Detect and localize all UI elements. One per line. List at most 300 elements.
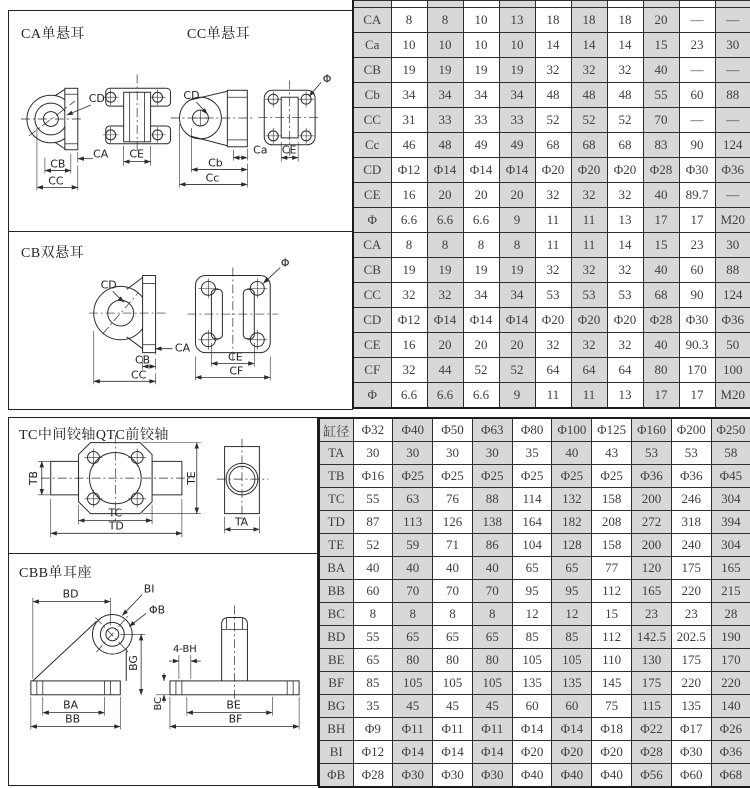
value-cell: 90 [679,283,715,308]
value-cell: 18 [571,8,607,33]
value-cell: Φ20 [571,308,607,333]
table-row [353,308,750,333]
value-cell: Φ32 [353,418,393,442]
dim-label-ca-lower: Ca [253,143,268,157]
value-cell: 20 [463,183,499,208]
value-cell: 170 [711,649,750,672]
value-cell: Φ12 [391,158,427,183]
dim-label-tb: TB [26,471,40,486]
dim-label-bi: BI [143,582,155,596]
value-cell: 40 [552,442,592,465]
value-cell: 14 [607,233,643,258]
value-cell: 112 [592,580,632,603]
value-cell: 105 [512,649,552,672]
panel-ca-cc-lug [8,10,353,233]
dim-label-phi: Φ [280,256,290,270]
value-cell: 40 [643,333,679,358]
value-cell: 32 [607,183,643,208]
value-cell: Φ12 [353,741,393,764]
value-cell: 130 [632,649,672,672]
dim-label-ce: CE [228,350,243,364]
drawing-ca-cc [9,11,353,232]
table-row [353,83,750,108]
value-cell: 64 [607,358,643,383]
row-label: CF [353,358,391,383]
value-cell: 53 [571,283,607,308]
value-cell: 32 [607,333,643,358]
value-cell: 11 [571,233,607,258]
value-cell: 16 [391,333,427,358]
value-cell: 138 [472,511,512,534]
value-cell: 12 [512,603,552,626]
dim-label-cc: CC [130,368,147,382]
value-cell: Φ20 [552,741,592,764]
dim-label-bg: BG [127,655,141,671]
value-cell: 33 [427,108,463,133]
value-cell: 32 [571,183,607,208]
row-label: CD [353,308,391,333]
value-cell: Φ14 [499,308,535,333]
value-cell: 45 [393,695,433,718]
value-cell: 6.6 [463,208,499,233]
value-cell: 88 [715,83,750,108]
dim-label-be: BE [226,698,241,712]
value-cell: 32 [535,183,571,208]
value-cell: 48 [607,83,643,108]
value-cell: 8 [499,233,535,258]
value-cell: 10 [427,33,463,58]
value-cell: Φ30 [472,764,512,788]
value-cell: 65 [433,626,473,649]
value-cell: Φ28 [643,308,679,333]
value-cell: Φ14 [499,158,535,183]
value-cell: 220 [711,672,750,695]
dim-label-bb: BB [65,712,81,726]
value-cell: 8 [391,233,427,258]
value-cell: 6.6 [427,208,463,233]
dim-label-tc: TC [108,506,123,520]
value-cell: Φ63 [472,418,512,442]
table-row [319,764,750,788]
panel-title-cc: CC单悬耳 [187,27,251,42]
dim-label-bd: BD [62,587,79,601]
value-cell: 15 [592,603,632,626]
value-cell: 394 [711,511,750,534]
dim-label-ca: CA [174,341,191,355]
value-cell: 113 [393,511,433,534]
value-cell: 16 [391,183,427,208]
cbb-front-view [153,606,299,730]
value-cell: 53 [535,283,571,308]
value-cell: 30 [393,442,433,465]
value-cell: 11 [571,208,607,233]
table-row [353,108,750,133]
value-cell: 30 [472,442,512,465]
value-cell: 60 [353,580,393,603]
value-cell: 40 [643,258,679,283]
value-cell: 80 [472,649,512,672]
value-cell: Φ30 [393,764,433,788]
row-label: CA [353,8,391,33]
value-cell: Φ25 [393,465,433,488]
dim-label-cd: CD [100,278,117,292]
panel-title-tc: TC中间铰轴QTC前铰轴 [19,428,169,443]
value-cell: 246 [671,488,711,511]
value-cell: Φ14 [552,718,592,741]
value-cell: 32 [535,258,571,283]
value-cell: Φ14 [463,308,499,333]
value-cell: 9 [499,208,535,233]
value-cell: 14 [571,33,607,58]
table-row [319,649,750,672]
value-cell: 52 [463,358,499,383]
value-cell: Φ25 [472,465,512,488]
value-cell: 17 [643,208,679,233]
value-cell: Φ40 [393,418,433,442]
value-cell: — [715,108,750,133]
dim-label-cd: CD [88,92,105,106]
value-cell: 20 [463,333,499,358]
value-cell: 20 [643,8,679,33]
value-cell: 55 [353,626,393,649]
value-cell: 110 [592,649,632,672]
value-cell: 175 [671,649,711,672]
value-cell: 17 [679,383,715,409]
value-cell: 40 [643,58,679,83]
value-cell: — [679,8,715,33]
value-cell: Φ36 [671,465,711,488]
value-cell: 115 [632,695,672,718]
value-cell: 19 [427,258,463,283]
value-cell: 85 [552,626,592,649]
dim-label-cc: CC [48,174,64,188]
table-row [353,158,750,183]
panel-cb-double-lug [8,231,353,410]
value-cell: 124 [715,283,750,308]
cb-side-view [89,276,191,385]
value-cell: 95 [512,580,552,603]
value-cell: 95 [552,580,592,603]
value-cell: 12 [552,603,592,626]
value-cell: Φ25 [433,465,473,488]
value-cell: 11 [535,383,571,409]
value-cell: 88 [715,258,750,283]
table-row [353,208,750,233]
value-cell: 52 [499,358,535,383]
value-cell: 240 [671,534,711,557]
table-row [319,465,750,488]
value-cell: 105 [393,672,433,695]
value-cell: 124 [715,133,750,158]
value-cell: 35 [353,695,393,718]
value-cell: 52 [535,108,571,133]
table-row [319,442,750,465]
value-cell: Φ36 [715,158,750,183]
value-cell: 30 [353,442,393,465]
value-cell: Φ36 [711,741,750,764]
table-row [353,283,750,308]
value-cell: 10 [391,33,427,58]
value-cell: 65 [353,649,393,672]
value-cell: 89.7 [679,183,715,208]
value-cell: Φ50 [433,418,473,442]
value-cell: Φ20 [512,741,552,764]
table-row [353,358,750,383]
dim-label-ce: CE [281,143,297,157]
value-cell: 19 [499,58,535,83]
value-cell: Φ25 [512,465,552,488]
value-cell: Φ100 [552,418,592,442]
row-label: CE [353,183,391,208]
value-cell: 45 [472,695,512,718]
row-label: Cb [353,83,391,108]
value-cell: 6.6 [463,383,499,409]
value-cell: 68 [571,133,607,158]
value-cell: 33 [499,108,535,133]
value-cell: 34 [499,283,535,308]
cc-front-view [258,72,331,161]
value-cell: 15 [643,233,679,258]
dim-label-cb-lower: Cb [208,156,223,170]
table-row [353,383,750,409]
value-cell: 175 [671,557,711,580]
value-cell: 71 [433,534,473,557]
value-cell: 34 [499,83,535,108]
row-label: TA [319,442,353,465]
value-cell: 60 [552,695,592,718]
value-cell: 8 [463,233,499,258]
value-cell: Φ56 [632,764,672,788]
dim-label-ta: TA [234,515,249,529]
panel-title-cbb: CBB单耳座 [19,566,93,581]
cbb-side-view [31,583,165,730]
value-cell: M20 [715,383,750,409]
table-row [319,741,750,764]
table-row [319,557,750,580]
row-label: BE [319,649,353,672]
row-label: TB [319,465,353,488]
value-cell: 19 [391,58,427,83]
table-row [319,534,750,557]
value-cell: 20 [427,183,463,208]
value-cell: — [715,58,750,83]
table-row [319,603,750,626]
value-cell: 55 [353,488,393,511]
dim-label-td: TD [108,519,124,533]
value-cell: 208 [592,511,632,534]
value-cell: Φ45 [711,465,750,488]
row-label: Ca [353,33,391,58]
value-cell: 85 [512,626,552,649]
dim-label-bf: BF [228,712,243,726]
value-cell: 85 [353,672,393,695]
row-label: BG [319,695,353,718]
dimension-table-bottom [318,417,750,788]
value-cell: 128 [552,534,592,557]
value-cell: 19 [463,58,499,83]
value-cell: 53 [607,283,643,308]
value-cell: 100 [715,358,750,383]
value-cell: 40 [433,557,473,580]
value-cell: 76 [433,488,473,511]
value-cell: Φ25 [552,465,592,488]
value-cell: — [679,108,715,133]
value-cell: 105 [433,672,473,695]
value-cell: 8 [353,603,393,626]
row-label: Φ [353,208,391,233]
value-cell: — [679,58,715,83]
value-cell: 59 [393,534,433,557]
value-cell: Φ11 [393,718,433,741]
value-cell: 318 [671,511,711,534]
value-cell: Φ68 [711,764,750,788]
value-cell: Φ11 [472,718,512,741]
value-cell: Φ11 [433,718,473,741]
value-cell: 8 [433,603,473,626]
value-cell: 48 [427,133,463,158]
value-cell: 17 [643,383,679,409]
cc-side-view [171,89,268,187]
value-cell: 158 [592,488,632,511]
value-cell: 170 [679,358,715,383]
table-row [353,183,750,208]
value-cell: Φ20 [592,741,632,764]
row-label: BA [319,557,353,580]
tc-front-view [27,435,201,537]
row-label: BB [319,580,353,603]
value-cell: 88 [472,488,512,511]
value-cell: 55 [643,83,679,108]
table-row [353,233,750,258]
value-cell: Φ14 [393,741,433,764]
value-cell: 104 [512,534,552,557]
value-cell: 215 [711,580,750,603]
value-cell: 182 [552,511,592,534]
value-cell: 65 [552,557,592,580]
value-cell: Φ20 [535,158,571,183]
value-cell: — [715,8,750,33]
row-label: BI [319,741,353,764]
value-cell: M20 [715,208,750,233]
value-cell: 44 [427,358,463,383]
value-cell: 32 [391,358,427,383]
value-cell: Φ12 [391,308,427,333]
row-label: Φ [353,383,391,409]
value-cell: 304 [711,488,750,511]
value-cell: Φ14 [427,308,463,333]
panel-tc-trunnion [8,417,318,555]
row-label: CD [353,158,391,183]
value-cell: Φ9 [353,718,393,741]
value-cell: 8 [427,8,463,33]
value-cell: 112 [592,626,632,649]
value-cell: 32 [607,258,643,283]
row-label: CC [353,283,391,308]
row-label: CC [353,108,391,133]
dimension-table-top [352,0,750,409]
value-cell: 135 [512,672,552,695]
value-cell: 13 [607,208,643,233]
table-row [353,258,750,283]
value-cell: 23 [632,603,672,626]
value-cell: Φ17 [671,718,711,741]
dim-label-cc-lower: Cc [205,171,220,185]
value-cell: 65 [472,626,512,649]
table-row [319,626,750,649]
value-cell: 140 [711,695,750,718]
value-cell: 19 [391,258,427,283]
table-row [319,511,750,534]
value-cell: 15 [643,33,679,58]
value-cell: 52 [607,108,643,133]
value-cell: Φ28 [632,741,672,764]
value-cell: Φ36 [715,308,750,333]
value-cell: Φ14 [463,158,499,183]
value-cell: 64 [535,358,571,383]
value-cell: Φ60 [671,764,711,788]
value-cell: 80 [643,358,679,383]
value-cell: 32 [571,333,607,358]
value-cell: 48 [535,83,571,108]
value-cell: 50 [715,333,750,358]
value-cell: 158 [592,534,632,557]
table-row [319,488,750,511]
value-cell: 65 [512,557,552,580]
value-cell: 53 [671,442,711,465]
value-cell: 19 [499,258,535,283]
value-cell: 105 [552,649,592,672]
value-cell: 34 [391,83,427,108]
value-cell: 18 [535,8,571,33]
ca-front-view [103,74,171,165]
value-cell: 65 [393,626,433,649]
row-label: BD [319,626,353,649]
table-row [353,133,750,158]
value-cell: 10 [499,33,535,58]
row-label: BF [319,672,353,695]
row-label: CB [353,58,391,83]
value-cell: 75 [592,695,632,718]
value-cell: 135 [552,672,592,695]
value-cell: 6.6 [391,383,427,409]
value-cell: 34 [463,83,499,108]
value-cell: 23 [671,603,711,626]
dim-label-te: TE [184,471,198,485]
value-cell: 32 [535,333,571,358]
value-cell: 40 [472,557,512,580]
value-cell: Φ30 [433,764,473,788]
value-cell: 68 [607,133,643,158]
value-cell: 10 [463,8,499,33]
row-label: Cc [353,133,391,158]
value-cell: 34 [463,283,499,308]
value-cell: 70 [433,580,473,603]
value-cell: Φ160 [632,418,672,442]
value-cell: 132 [552,488,592,511]
row-label: CA [353,233,391,258]
value-cell: 20 [499,333,535,358]
value-cell: 30 [715,233,750,258]
value-cell: 19 [463,258,499,283]
value-cell: 32 [607,58,643,83]
table-row [353,33,750,58]
value-cell: Φ14 [427,158,463,183]
value-cell: 30 [433,442,473,465]
value-cell: Φ200 [671,418,711,442]
value-cell: 126 [433,511,473,534]
row-label: 缸径 [319,418,353,442]
dim-label-bh: 4-BH [172,644,197,656]
